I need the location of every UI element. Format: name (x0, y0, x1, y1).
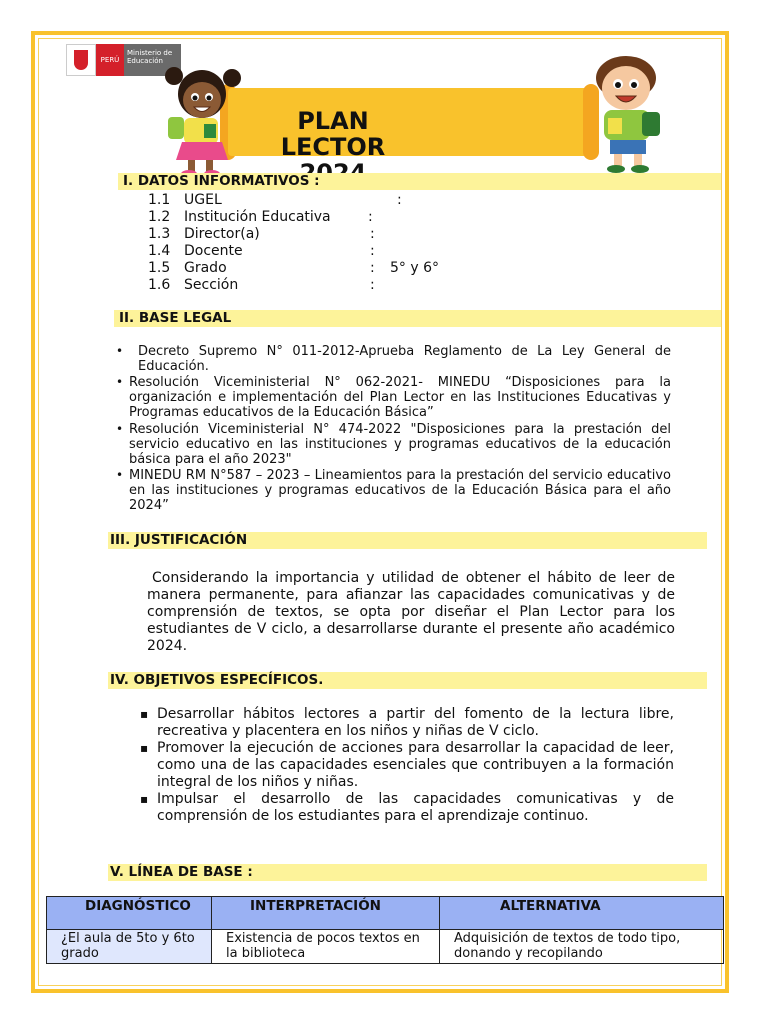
datos-row (148, 192, 170, 209)
table-header-row (47, 897, 724, 930)
bullet-icon: • (116, 375, 124, 389)
girl-illustration (158, 62, 248, 180)
list-item: Impulsar el desarrollo de las capacidades comunicativas y de comprensión de los estudiantes para el aprendizaje continuo. (157, 791, 674, 824)
coat-of-arms-icon (66, 44, 96, 76)
list-item: Desarrollar hábitos lectores a partir del fomento de la lectura libre, recreativa y placentera en los niños y niñas de V ciclo. (157, 706, 674, 739)
list-item (138, 344, 671, 374)
justificacion-text: Considerando la importancia y utilidad de obtener el hábito de leer de manera permanente, para afianzar las capacidades comunicativas y de comprensión de textos, se opta por diseñar el Plan Lector para los estudiantes de V ciclo, a desarrollarse durante el presente año académico 2024. (147, 570, 675, 654)
datos-num: 1.3 (148, 226, 171, 242)
datos-sep: : (370, 243, 375, 259)
datos-sep: : (368, 209, 373, 225)
logo-ministry: Ministerio de Educación (124, 44, 181, 76)
base-legal-item: MINEDU RM N°587 – 2023 – Lineamientos para la prestación del servicio educativo en las instituciones y programas educativos de la Educación Básica para el año 2024” (129, 468, 671, 513)
datos-label: Grado (184, 260, 227, 276)
datos-sep: : (370, 277, 375, 293)
table-cell: Adquisición de textos de todo tipo, donando y recopilando (440, 930, 724, 964)
section-heading-base-legal: II. BASE LEGAL (119, 310, 232, 326)
column-header: INTERPRETACIÓN (212, 897, 440, 930)
datos-sep: : (370, 226, 375, 242)
datos-label: Institución Educativa (184, 209, 331, 225)
linea-base-table (46, 896, 724, 964)
section-heading-linea-base: V. LÍNEA DE BASE : (110, 864, 253, 880)
list-item (129, 375, 671, 420)
base-legal-item: Decreto Supremo N° 011-2012-Aprueba Reglamento de La Ley General de Educación. (138, 344, 671, 374)
list-item (129, 422, 671, 467)
column-header: DIAGNÓSTICO (47, 897, 212, 930)
section-heading-justificacion: III. JUSTIFICACIÓN (110, 532, 248, 548)
bullet-icon: • (116, 468, 124, 482)
datos-sep: : (370, 260, 375, 276)
datos-label: Sección (184, 277, 239, 293)
boy-illustration (582, 52, 674, 176)
logo-country: PERÚ (96, 44, 124, 76)
bullet-icon: • (116, 422, 124, 436)
bullet-icon: • (116, 344, 124, 358)
datos-label: UGEL (184, 192, 222, 208)
table-row (47, 930, 724, 964)
datos-sep: : (397, 192, 402, 208)
section-heading-datos: I. DATOS INFORMATIVOS : (123, 173, 320, 189)
table-cell: ¿El aula de 5to y 6to grado (47, 930, 212, 964)
bullet-icon: ▪ (140, 707, 149, 721)
datos-label: Docente (184, 243, 243, 259)
datos-label: Director(a) (184, 226, 260, 242)
base-legal-item: Resolución Viceministerial N° 474-2022 "Disposiciones para la prestación del servicio educativo en las instituciones y programas educativos de la educación básica para el año 2023" (129, 422, 671, 467)
datos-value: 5° y 6° (390, 260, 439, 276)
datos-num: 1.6 (148, 277, 171, 293)
datos-num: 1.4 (148, 243, 171, 259)
column-header: ALTERNATIVA (440, 897, 724, 930)
base-legal-item: Resolución Viceministerial N° 062-2021- MINEDU “Disposiciones para la organización e implementación del Plan Lector en las Instituciones Educativas y Programas educativos de la Educación Básica” (129, 375, 671, 420)
list-item: Promover la ejecución de acciones para desarrollar la capacidad de leer, como una de las capacidades esenciales que contribuyen a la formación integral de los niños y niñas. (157, 740, 674, 790)
bullet-icon: ▪ (140, 741, 149, 755)
title-line-1: PLAN (297, 107, 369, 135)
title-line-2: LECTOR (280, 133, 386, 161)
section-heading-objetivos: IV. OBJETIVOS ESPECÍFICOS. (110, 672, 324, 688)
datos-num: 1.2 (148, 209, 171, 225)
list-item (129, 468, 671, 513)
table-cell: Existencia de pocos textos en la biblioteca (212, 930, 440, 964)
datos-num: 1.1 (148, 192, 171, 208)
bullet-icon: ▪ (140, 792, 149, 806)
datos-num: 1.5 (148, 260, 171, 276)
